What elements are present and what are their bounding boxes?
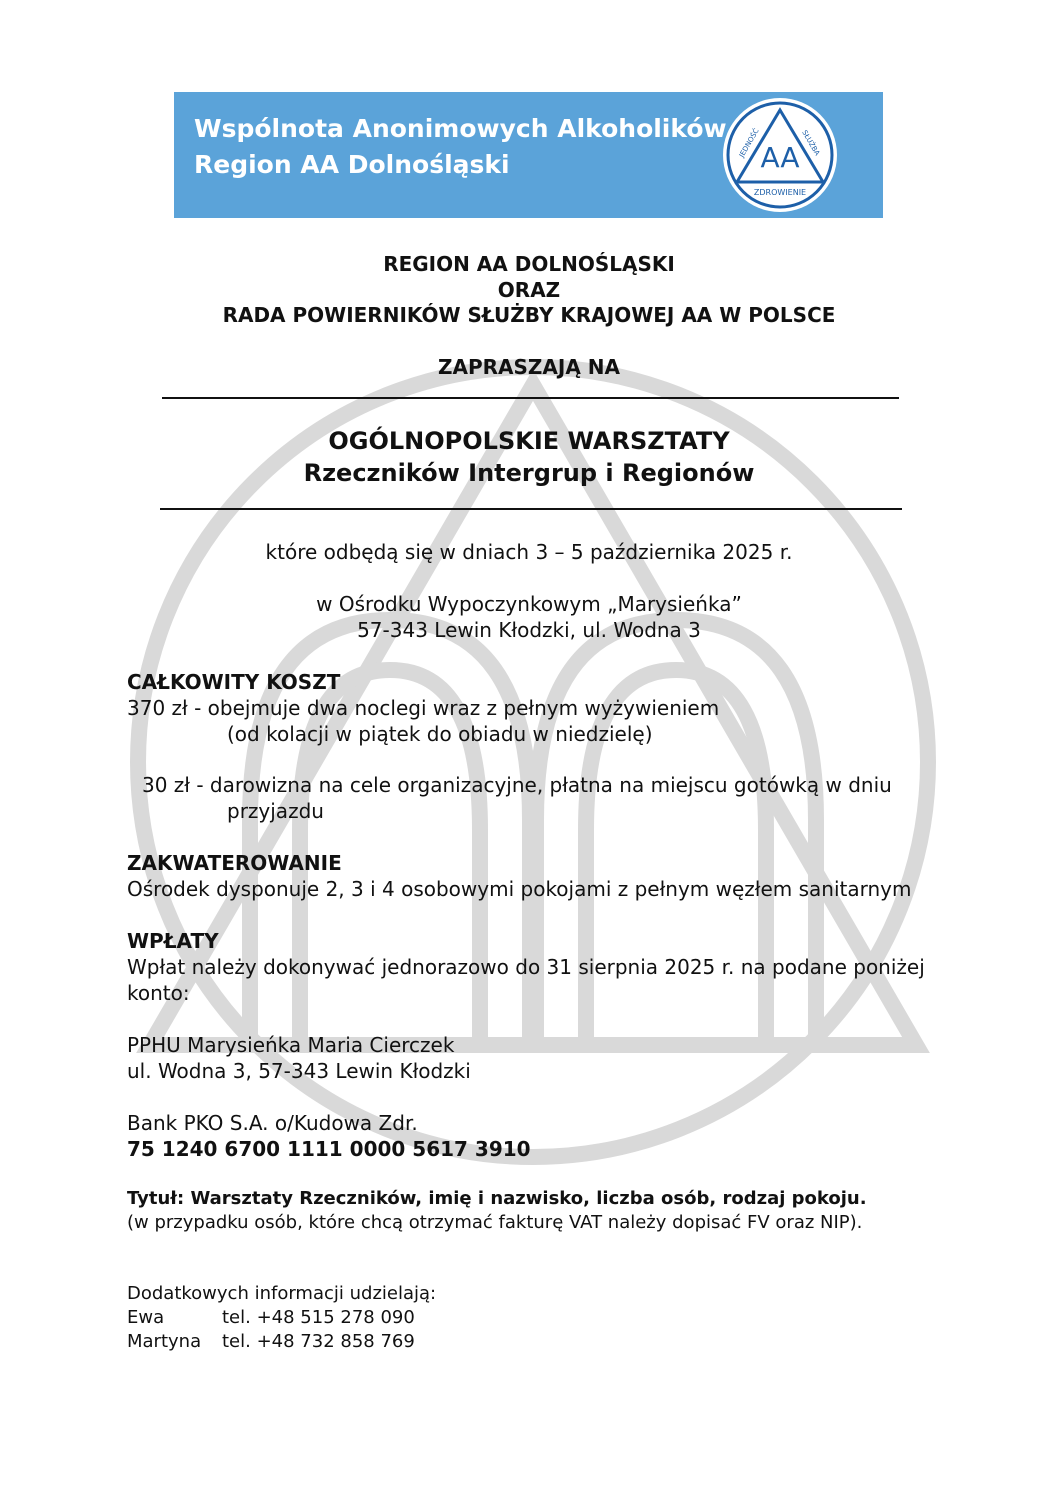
event-address: 57-343 Lewin Kłodzki, ul. Wodna 3: [357, 618, 701, 642]
event-venue: w Ośrodku Wypoczynkowym „Marysieńka”: [316, 592, 742, 616]
payment-recipient-address: ul. Wodna 3, 57-343 Lewin Kłodzki: [127, 1059, 471, 1083]
organizer-line-2: ORAZ: [497, 278, 561, 302]
cost-item-1: 370 zł - obejmuje dwa noclegi wraz z pełnym wyżywieniem: [127, 696, 720, 720]
logo-word-bottom: ZDROWIENIE: [753, 188, 807, 197]
bank-account-number: 75 1240 6700 1111 0000 5617 3910: [127, 1137, 531, 1161]
banner-subtitle: Region AA Dolnośląski: [194, 150, 510, 179]
bank-name: Bank PKO S.A. o/Kudowa Zdr.: [127, 1111, 418, 1135]
logo-center-text: AA: [760, 141, 800, 174]
divider-bottom: [160, 508, 902, 510]
aa-logo-icon: [721, 96, 839, 214]
accommodation-text: Ośrodek dysponuje 2, 3 i 4 osobowymi pokojami z pełnym węzłem sanitarnym: [127, 877, 912, 901]
contacts-heading: Dodatkowych informacji udzielają:: [127, 1283, 437, 1304]
cost-item-2: 30 zł - darowizna na cele organizacyjne, płatna na miejscu gotówką w dniu: [142, 773, 892, 797]
cost-heading: CAŁKOWITY KOSZT: [127, 670, 341, 694]
transfer-title: Tytuł: Warsztaty Rzeczników, imię i nazwisko, liczba osób, rodzaj pokoju.: [127, 1188, 867, 1209]
organizer-line-3: RADA POWIERNIKÓW SŁUŻBY KRAJOWEJ AA W POLSCE: [222, 303, 836, 327]
event-title: OGÓLNOPOLSKIE WARSZTATY: [328, 427, 730, 455]
contact-name: Ewa: [127, 1307, 165, 1328]
contact-phone: tel. +48 732 858 769: [222, 1331, 415, 1352]
banner-title: Wspólnota Anonimowych Alkoholików: [194, 114, 727, 143]
cost-item-1-detail: (od kolacji w piątek do obiadu w niedzielę): [227, 722, 653, 746]
payment-recipient: PPHU Marysieńka Maria Cierczek: [127, 1033, 455, 1057]
payments-heading: WPŁATY: [127, 929, 219, 953]
payments-instructions: Wpłat należy dokonywać jednorazowo do 31 sierpnia 2025 r. na podane poniżej: [127, 955, 925, 979]
contact-name: Martyna: [127, 1331, 202, 1352]
logo-word-right: SŁUŻBA: [800, 128, 822, 158]
event-subtitle: Rzeczników Intergrup i Regionów: [303, 459, 755, 487]
header-banner: [174, 92, 883, 218]
contact-phone: tel. +48 515 278 090: [222, 1307, 415, 1328]
event-dates: które odbędą się w dniach 3 – 5 października 2025 r.: [265, 540, 793, 564]
vat-note: (w przypadku osób, które chcą otrzymać fakturę VAT należy dopisać FV oraz NIP).: [127, 1212, 863, 1233]
payments-instructions-cont: konto:: [127, 981, 190, 1005]
organizer-line-1: REGION AA DOLNOŚLĄSKI: [383, 252, 675, 276]
logo-word-left: JEDNOŚĆ: [737, 127, 761, 159]
divider-top: [162, 397, 899, 399]
invite-line: ZAPRASZAJĄ NA: [437, 355, 620, 379]
cost-item-2-detail: przyjazdu: [227, 799, 324, 823]
accommodation-heading: ZAKWATEROWANIE: [127, 851, 342, 875]
